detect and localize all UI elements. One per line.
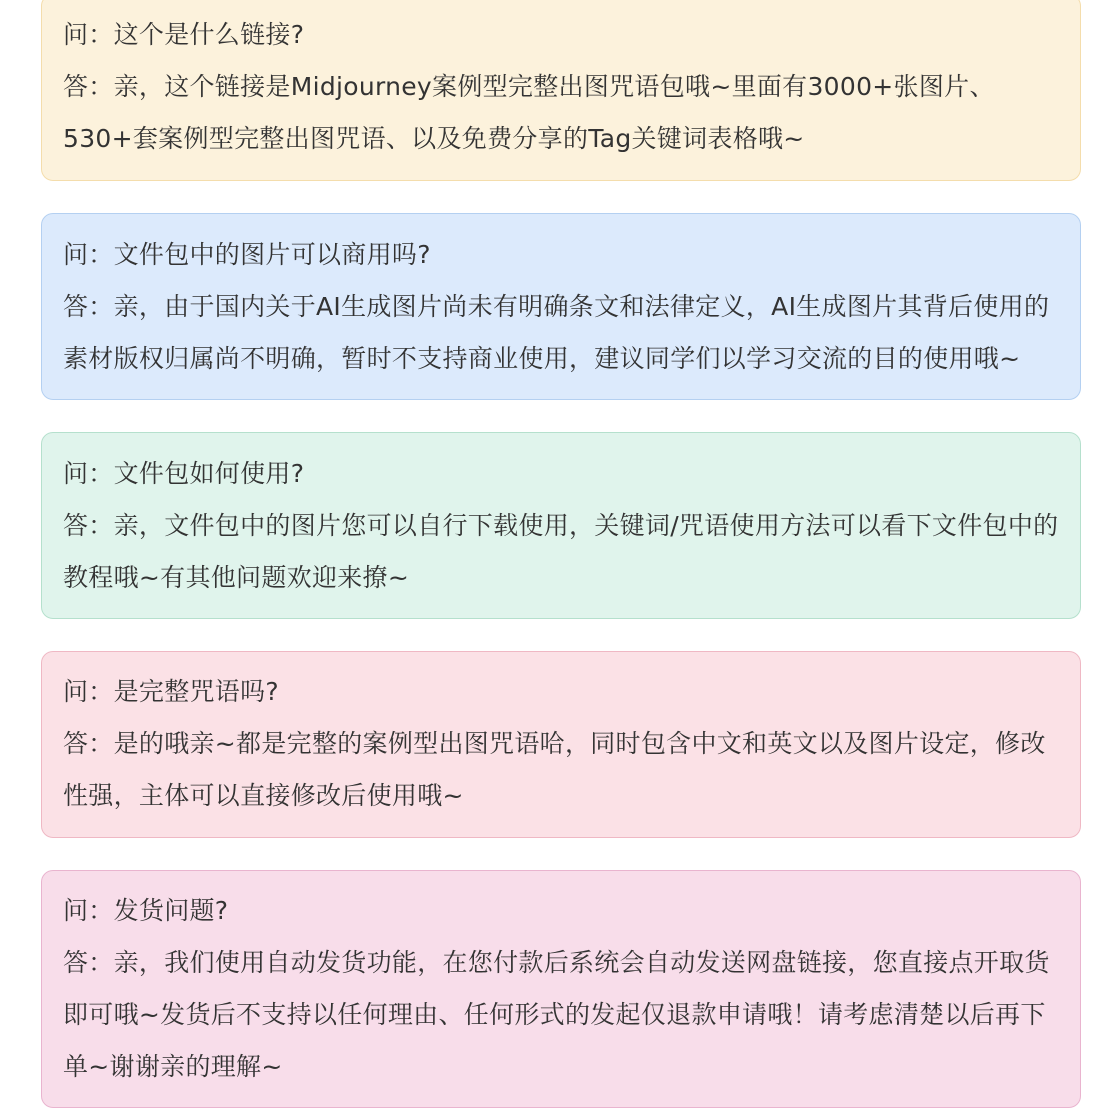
faq-question: 问：文件包中的图片可以商用吗? [63, 240, 431, 269]
faq-card-delivery [41, 870, 1081, 1108]
faq-question: 问：这个是什么链接? [63, 20, 305, 49]
faq-question: 问：发货问题? [63, 896, 229, 925]
faq-answer: 答：亲，由于国内关于AI生成图片尚未有明确条文和法律定义，AI生成图片其背后使用的素材版权归属尚不明确，暂时不支持商业使用，建议同学们以学习交流的目的使用哦~ [63, 292, 1050, 373]
faq-question: 问：是完整咒语吗? [63, 677, 279, 706]
faq-answer: 答：亲，这个链接是Midjourney案例型完整出图咒语包哦~里面有3000+张图片、530+套案例型完整出图咒语、以及免费分享的Tag关键词表格哦~ [63, 72, 995, 153]
faq-question: 问：文件包如何使用? [63, 459, 305, 488]
faq-card-commercial-use [41, 213, 1081, 400]
faq-answer: 答：是的哦亲~都是完整的案例型出图咒语哈，同时包含中文和英文以及图片设定，修改性强，主体可以直接修改后使用哦~ [63, 729, 1046, 810]
faq-card-link [41, 0, 1081, 181]
faq-answer: 答：亲，文件包中的图片您可以自行下载使用，关键词/咒语使用方法可以看下文件包中的教程哦~有其他问题欢迎来撩~ [63, 511, 1059, 592]
faq-card-complete-prompts [41, 651, 1081, 838]
faq-answer: 答：亲，我们使用自动发货功能，在您付款后系统会自动发送网盘链接，您直接点开取货即可哦~发货后不支持以任何理由、任何形式的发起仅退款申请哦！请考虑清楚以后再下单~谢谢亲的理解~ [63, 948, 1050, 1081]
faq-card-usage [41, 432, 1081, 619]
